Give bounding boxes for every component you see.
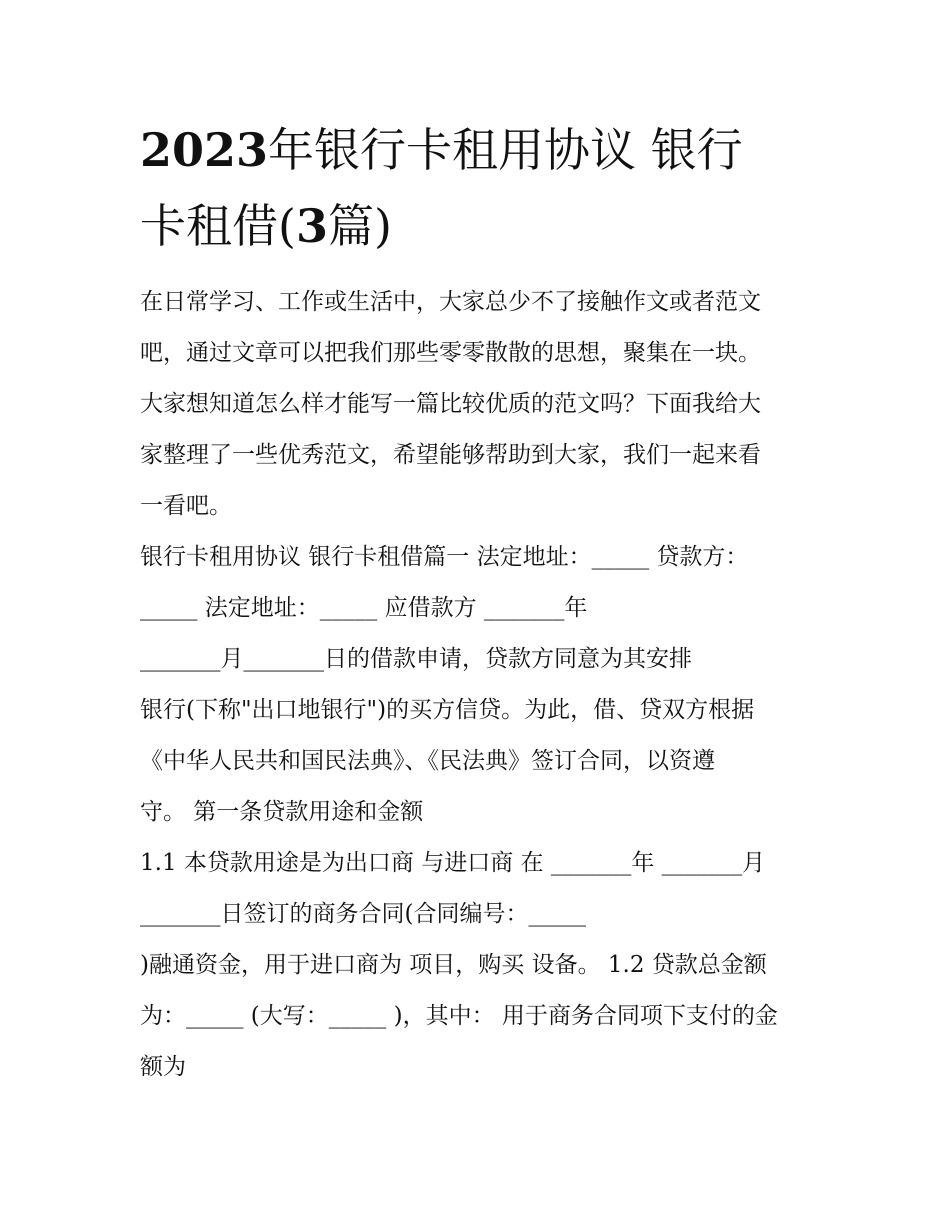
body-line: )融通资金，用于进口商为 项目，购买 设备。 1.2 贷款总金额 xyxy=(140,952,767,978)
body-line: _______月_______日的借款申请，贷款方同意为其安排 xyxy=(140,646,692,672)
body-line: 《中华人民共和国民法典》、《民法典》签订合同，以资遵 xyxy=(140,748,715,774)
body-line: 额为 xyxy=(140,1054,186,1080)
document-title xyxy=(140,112,820,264)
body-line: 吧，通过文章可以把我们那些零零散散的思想，聚集在一块。 xyxy=(140,340,761,366)
document-body xyxy=(140,280,830,1096)
body-line: 银行卡租用协议 银行卡租借篇一 法定地址：_____ 贷款方： xyxy=(140,544,749,570)
body-line: 银行(下称"出口地银行")的买方信贷。为此，借、贷双方根据 xyxy=(140,697,755,723)
body-line: _____ 法定地址：_____ 应借款方 _______年 xyxy=(140,595,588,621)
title-line-1: 2023年银行卡租用协议 银行 xyxy=(140,123,743,177)
body-line: 家整理了一些优秀范文，希望能够帮助到大家，我们一起来看 xyxy=(140,442,761,468)
body-line: 1.1 本贷款用途是为出口商 与进口商 在 _______年 _______月 xyxy=(140,850,766,876)
body-line: 大家想知道怎么样才能写一篇比较优质的范文吗？下面我给大 xyxy=(140,391,761,417)
body-line: _______日签订的商务合同(合同编号：_____ xyxy=(140,901,586,927)
body-line: 守。 第一条贷款用途和金额 xyxy=(140,799,424,825)
title-line-2: 卡租借(3篇) xyxy=(140,199,392,253)
body-line: 在日常学习、工作或生活中，大家总少不了接触作文或者范文 xyxy=(140,289,761,315)
body-line: 为：_____ (大写：_____ )，其中： 用于商务合同项下支付的金 xyxy=(140,1003,778,1029)
body-line: 一看吧。 xyxy=(140,493,232,519)
